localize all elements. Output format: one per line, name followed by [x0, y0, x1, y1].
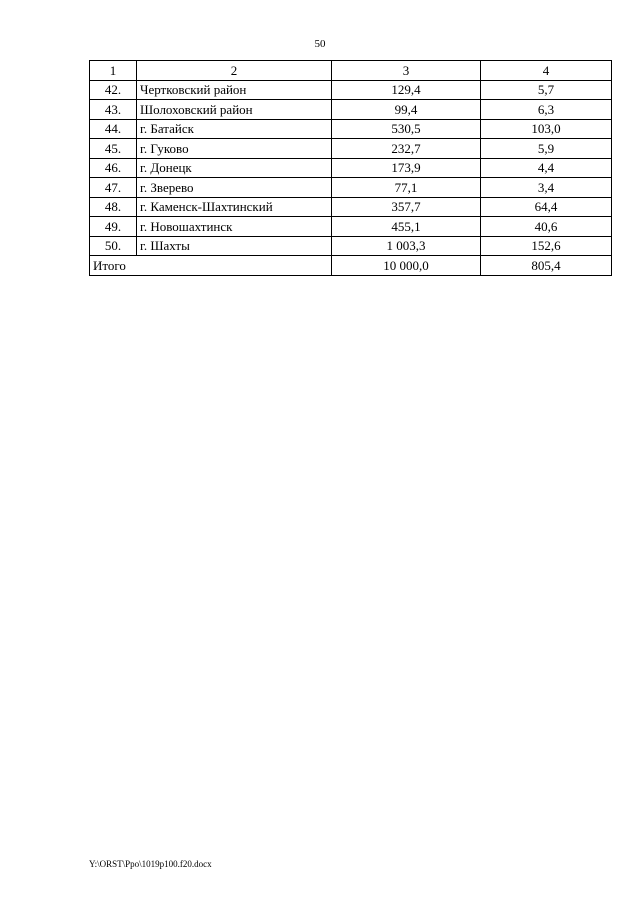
row-value-col4: 152,6	[481, 236, 612, 256]
row-value-col4: 40,6	[481, 217, 612, 237]
total-value-col4: 805,4	[481, 256, 612, 276]
row-value-col3: 232,7	[332, 139, 481, 159]
row-number: 43.	[90, 100, 137, 120]
header-cell-2: 2	[137, 61, 332, 81]
row-name: Шолоховский район	[137, 100, 332, 120]
row-value-col4: 3,4	[481, 178, 612, 198]
row-number: 45.	[90, 139, 137, 159]
table-row	[90, 158, 612, 178]
row-number: 44.	[90, 119, 137, 139]
row-value-col3: 1 003,3	[332, 236, 481, 256]
row-value-col3: 357,7	[332, 197, 481, 217]
data-table	[89, 60, 612, 276]
page-number: 50	[314, 38, 326, 50]
row-name: г. Новошахтинск	[137, 217, 332, 237]
row-name: г. Каменск-Шахтинский	[137, 197, 332, 217]
row-name: г. Гуково	[137, 139, 332, 159]
row-number: 48.	[90, 197, 137, 217]
table-row	[90, 217, 612, 237]
row-value-col4: 5,9	[481, 139, 612, 159]
row-number: 46.	[90, 158, 137, 178]
row-value-col3: 455,1	[332, 217, 481, 237]
table-row	[90, 139, 612, 159]
footer-file-path: Y:\ORST\Ppo\1019p100.f20.docx	[89, 859, 212, 869]
table-row	[90, 178, 612, 198]
row-value-col4: 103,0	[481, 119, 612, 139]
header-cell-3: 3	[332, 61, 481, 81]
row-value-col3: 77,1	[332, 178, 481, 198]
table-total-row	[90, 256, 612, 276]
row-number: 50.	[90, 236, 137, 256]
table-row	[90, 119, 612, 139]
row-name: Чертковский район	[137, 80, 332, 100]
row-value-col4: 64,4	[481, 197, 612, 217]
row-value-col4: 5,7	[481, 80, 612, 100]
row-name: г. Зверево	[137, 178, 332, 198]
row-value-col4: 4,4	[481, 158, 612, 178]
row-value-col4: 6,3	[481, 100, 612, 120]
row-number: 42.	[90, 80, 137, 100]
total-label: Итого	[90, 256, 332, 276]
table-row	[90, 100, 612, 120]
table-row	[90, 236, 612, 256]
row-value-col3: 530,5	[332, 119, 481, 139]
row-name: г. Шахты	[137, 236, 332, 256]
total-value-col3: 10 000,0	[332, 256, 481, 276]
table-header-row	[90, 61, 612, 81]
row-value-col3: 129,4	[332, 80, 481, 100]
row-value-col3: 99,4	[332, 100, 481, 120]
row-value-col3: 173,9	[332, 158, 481, 178]
row-name: г. Донецк	[137, 158, 332, 178]
table-row	[90, 197, 612, 217]
row-name: г. Батайск	[137, 119, 332, 139]
row-number: 49.	[90, 217, 137, 237]
table-row	[90, 80, 612, 100]
header-cell-1: 1	[90, 61, 137, 81]
header-cell-4: 4	[481, 61, 612, 81]
row-number: 47.	[90, 178, 137, 198]
